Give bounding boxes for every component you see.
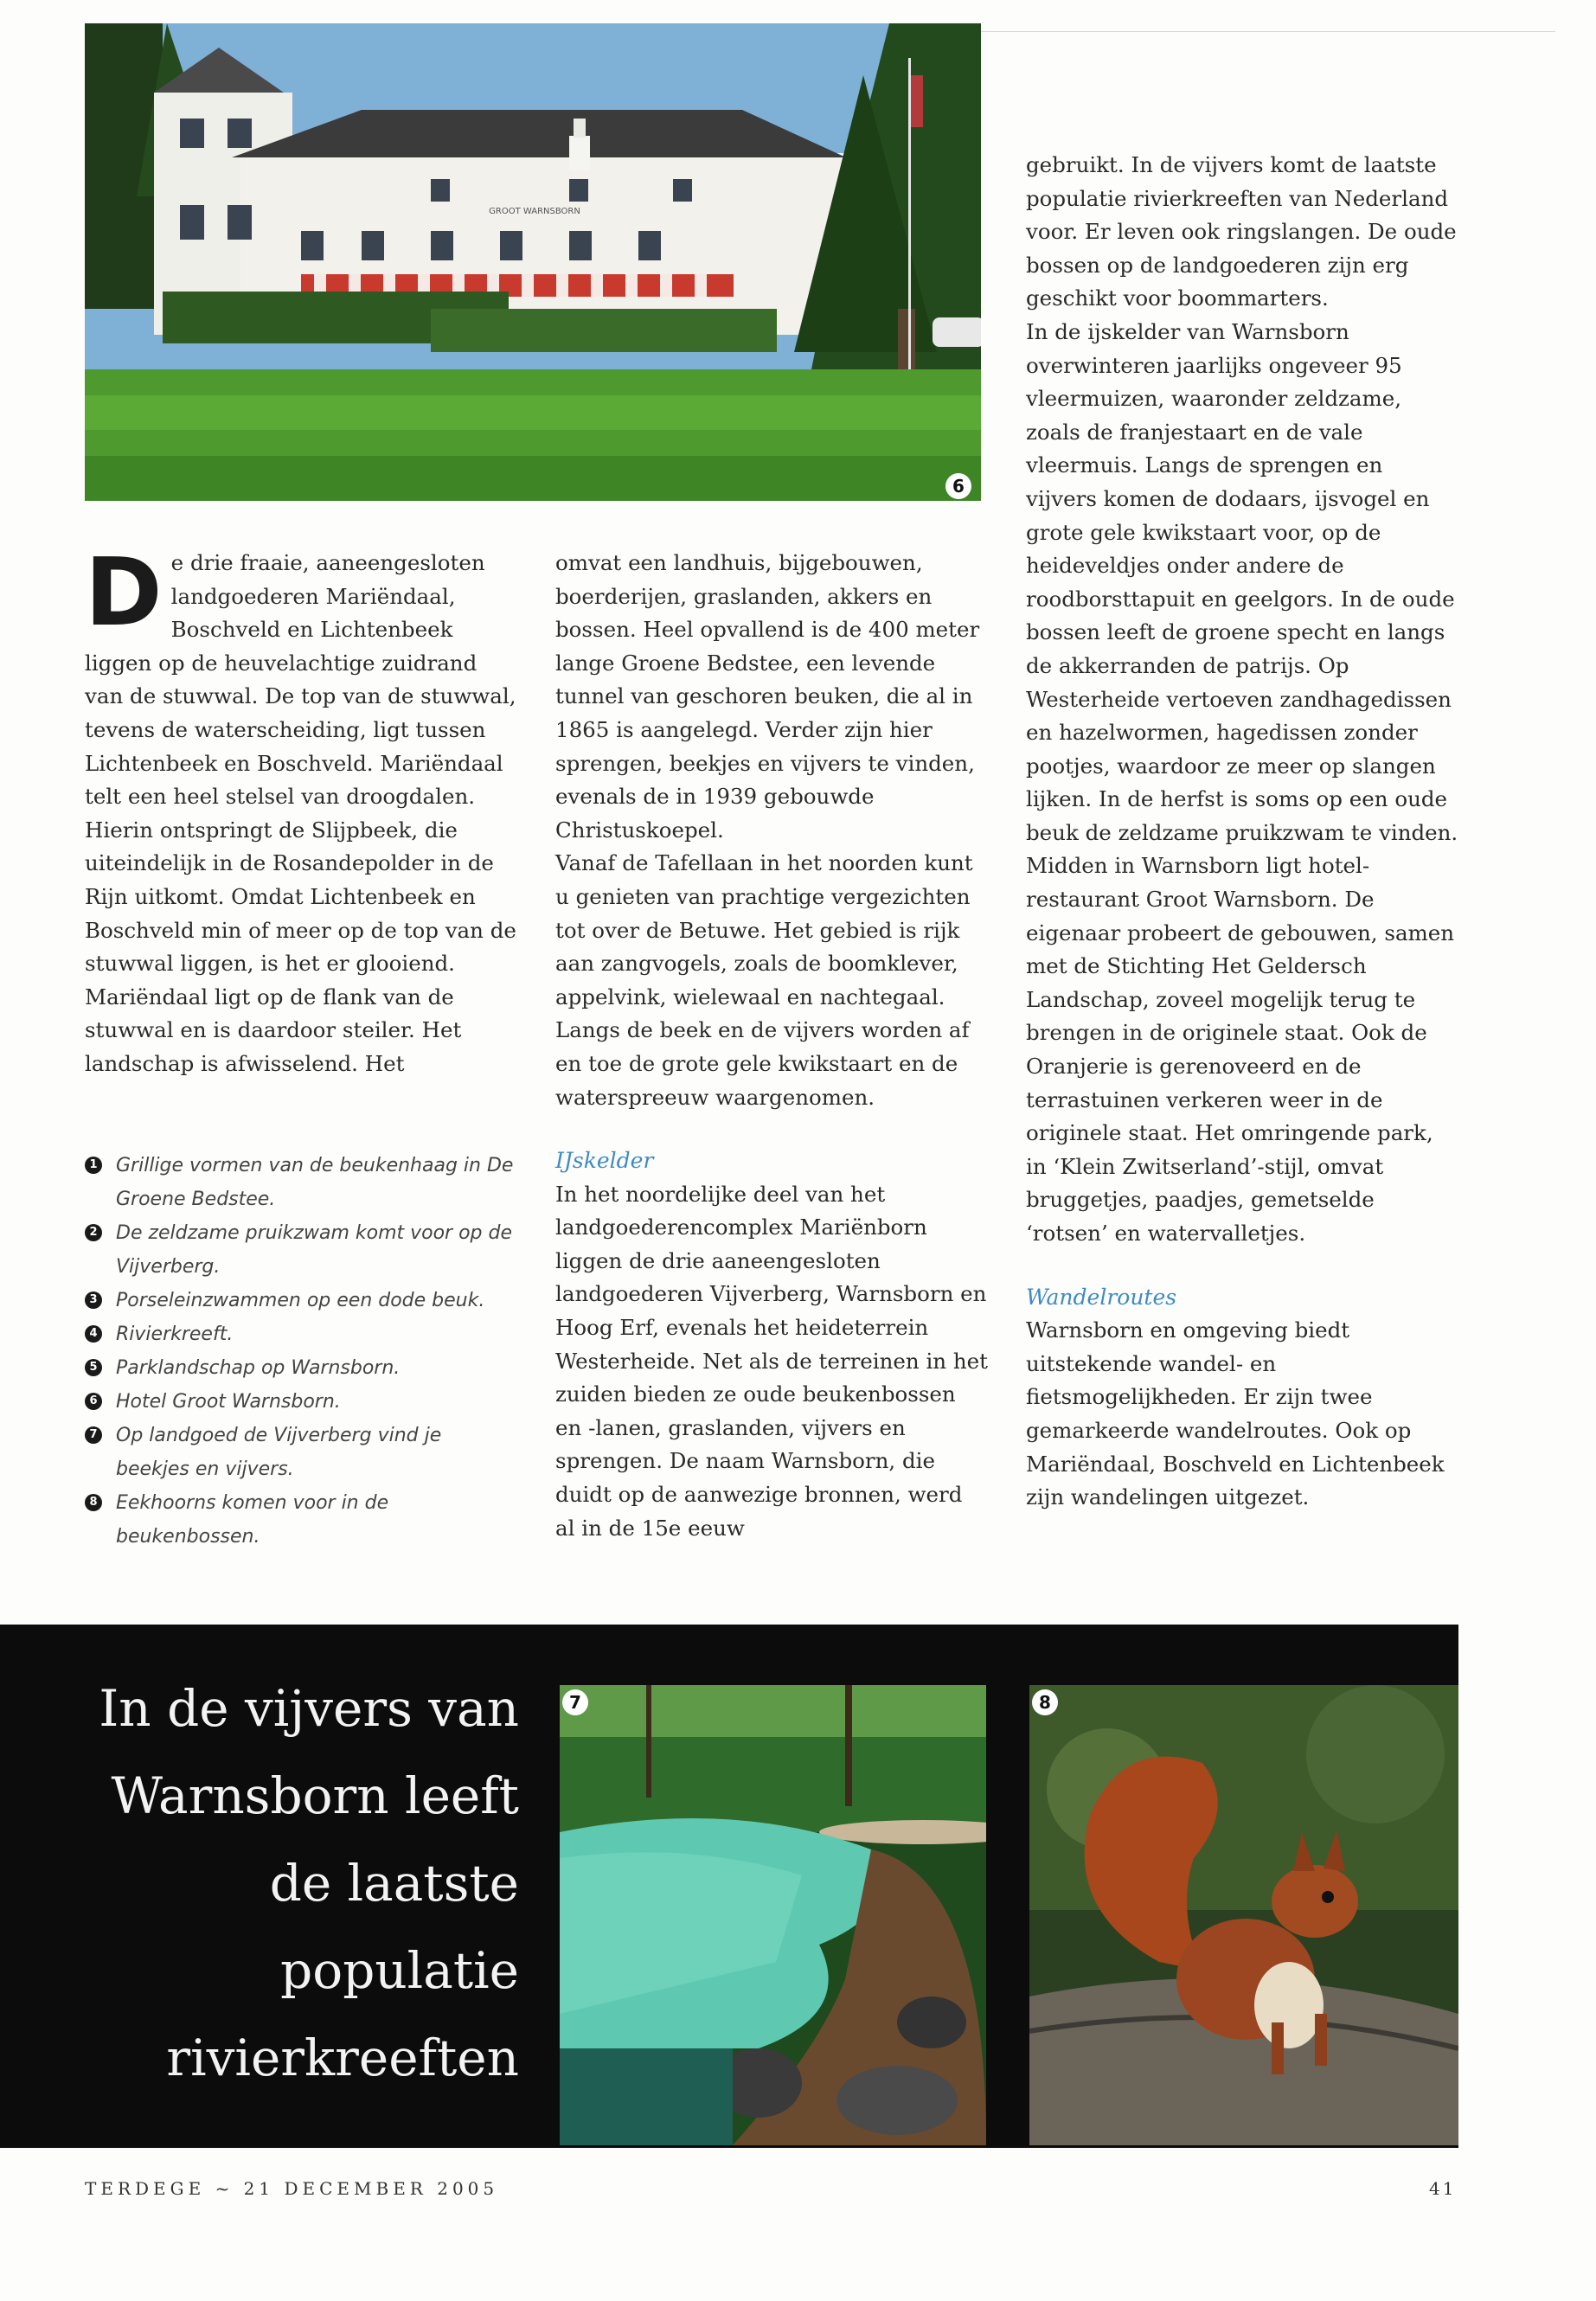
caption-text: Parklandschap op Warnsborn.: [116, 1357, 401, 1379]
body-paragraph: gebruikt. In de vijvers komt de laatste populatie rivierkreeften van Nederland voor. Er leven ook ringslangen. De oude bossen op de landgoederen zijn erg geschikt voor boommarters.: [1026, 152, 1457, 311]
body-paragraph: In de ijskelder van Warnsborn overwinteren jaarlijks ongeveer 95 vleermuizen, waaronder zeldzame, zoals de franjestaart en de vale vleermuis. Langs de sprengen en vijvers komen de dodaars, ijsvogel en grote gele kwikstaart voor, op de heideveldjes onder andere de roodborsttapuit en geelgors. In de oude bossen leeft de groene specht en langs de akkerranden de patrijs. Op Westerheide vertoeven zandhagedissen en hazelwormen, hagedissen zonder pootjes, waardoor ze meer op slangen lijken. In de herfst is soms op een oude beuk de zeldzame pruikzwam te vinden.: [1026, 318, 1458, 845]
caption-number: 5: [85, 1359, 102, 1376]
body-paragraph: In het noordelijke deel van het landgoederencomplex Mariënborn liggen de drie aaneengesloten landgoederen Vijverberg, Warnsborn en Hoog Erf, evenals het heideterrein Westerheide. Net als de terreinen in het zuiden bieden ze oude beukenbossen en -lanen, graslanden, vijvers en sprengen. De naam Warnsborn, die duidt op de aanwezige bronnen, werd al in de 15e eeuw: [555, 1181, 989, 1541]
pull-quote-line: rivierkreeften: [166, 2029, 519, 2087]
body-paragraph: Midden in Warnsborn ligt hotel-restaurant Groot Warnsborn. De eigenaar probeert de gebouwen, samen met de Stichting Het Geldersch Landschap, zoveel mogelijk terug te brengen in de originele staat. Ook de Oranjerie is gerenoveerd en de terrastuinen verkeren weer in de originele staat. Het omringende park, in ‘Klein Zwitserland’-stijl, omvat bruggetjes, paadjes, gemetselde ‘rotsen’ en watervalletjes.: [1026, 853, 1455, 1246]
squirrel-photo: [1029, 1685, 1458, 2145]
caption-item: [85, 1149, 517, 1216]
caption-item: [85, 1419, 517, 1486]
caption-number: 3: [85, 1292, 102, 1309]
caption-text: De zeldzame pruikzwam komt voor op de Vijverberg.: [116, 1222, 513, 1278]
body-paragraph: omvat een landhuis, bijgebouwen, boerderijen, graslanden, akkers en bossen. Heel opvallend is de 400 meter lange Groene Bedstee, een levende tunnel van geschoren beuken, die al in 1865 is aangelegd. Verder zijn hier sprengen, beekjes en vijvers te vinden, evenals de in 1939 gebouwde Christuskoepel.: [555, 550, 980, 843]
photo-number-badge: 6: [945, 473, 971, 499]
caption-number: 2: [85, 1224, 102, 1241]
pull-quote-line: de laatste: [269, 1854, 519, 1913]
pull-quote-line: Warnsborn leeft: [111, 1766, 519, 1825]
caption-item: [85, 1351, 517, 1385]
pull-quote-line: In de vijvers van: [99, 1679, 519, 1738]
subheading-wandelroutes: Wandelroutes: [1026, 1284, 1177, 1310]
caption-number: 6: [85, 1393, 102, 1410]
caption-text: Grillige vormen van de beukenhaag in De Groene Bedstee.: [116, 1155, 514, 1210]
caption-text: Hotel Groot Warnsborn.: [116, 1391, 341, 1413]
caption-number: 8: [85, 1494, 102, 1511]
caption-item: [85, 1385, 517, 1419]
caption-text: Eekhoorns komen voor in de beukenbossen.: [116, 1492, 389, 1548]
pull-quote: [52, 1665, 519, 2102]
caption-item: [85, 1284, 517, 1317]
hotel-sign: GROOT WARNSBORN: [489, 207, 580, 216]
page-number: 41: [1429, 2178, 1457, 2199]
footer-publication: TERDEGE ~ 21 DECEMBER 2005: [85, 2178, 499, 2199]
subheading-ijskelder: IJskelder: [555, 1148, 654, 1174]
caption-number: 4: [85, 1325, 102, 1343]
article-column-2: [555, 547, 988, 1545]
caption-number: 1: [85, 1157, 102, 1174]
photo-number-badge: 8: [1032, 1689, 1058, 1715]
caption-item: [85, 1317, 517, 1351]
photo-number-badge: 7: [562, 1689, 588, 1715]
article-column-1: [85, 539, 517, 1081]
caption-text: Rivierkreeft.: [116, 1324, 234, 1345]
hero-photo-hotel: [85, 23, 981, 501]
pull-quote-line: populatie: [280, 1941, 519, 2000]
pond-photo: [560, 1685, 986, 2145]
caption-item: [85, 1216, 517, 1284]
photo-captions: [85, 1149, 517, 1554]
intro-paragraph: e drie fraaie, aaneengesloten landgoederen Mariëndaal, Boschveld en Lichtenbeek liggen op de heuvelachtige zuidrand van de stuwwal. De top van de stuwwal, tevens de waterscheiding, ligt tussen Lichtenbeek en Boschveld. Mariëndaal telt een heel stelsel van droogdalen. Hierin ontspringt de Slijpbeek, die uiteindelijk in de Rosandepolder in de Rijn uitkomt. Omdat Lichtenbeek en Boschveld min of meer op de top van de stuwwal liggen, is het er glooiend. Mariëndaal ligt op de flank van de stuwwal en is daardoor steiler. Het landschap is afwisselend. Het: [85, 550, 516, 1076]
body-paragraph: Vanaf de Tafellaan in het noorden kunt u genieten van prachtige vergezichten tot over de Betuwe. Het gebied is rijk aan zangvogels, zoals de boomklever, appelvink, wielewaal en nachtegaal. Langs de beek en de vijvers worden af en toe de grote gele kwikstaart en de waterspreeuw waargenomen.: [555, 850, 973, 1110]
caption-text: Op landgoed de Vijverberg vind je beekjes en vijvers.: [116, 1425, 442, 1480]
body-paragraph: Warnsborn en omgeving biedt uitstekende wandel- en fietsmogelijkheden. Er zijn twee gemarkeerde wandelroutes. Ook op Mariëndaal, Boschveld en Lichtenbeek zijn wandelingen uitgezet.: [1026, 1317, 1445, 1510]
article-column-3: [1026, 149, 1458, 1515]
caption-number: 7: [85, 1426, 102, 1444]
caption-text: Porseleinzwammen op een dode beuk.: [116, 1290, 485, 1311]
drop-cap: D: [85, 539, 163, 647]
caption-item: [85, 1486, 517, 1554]
